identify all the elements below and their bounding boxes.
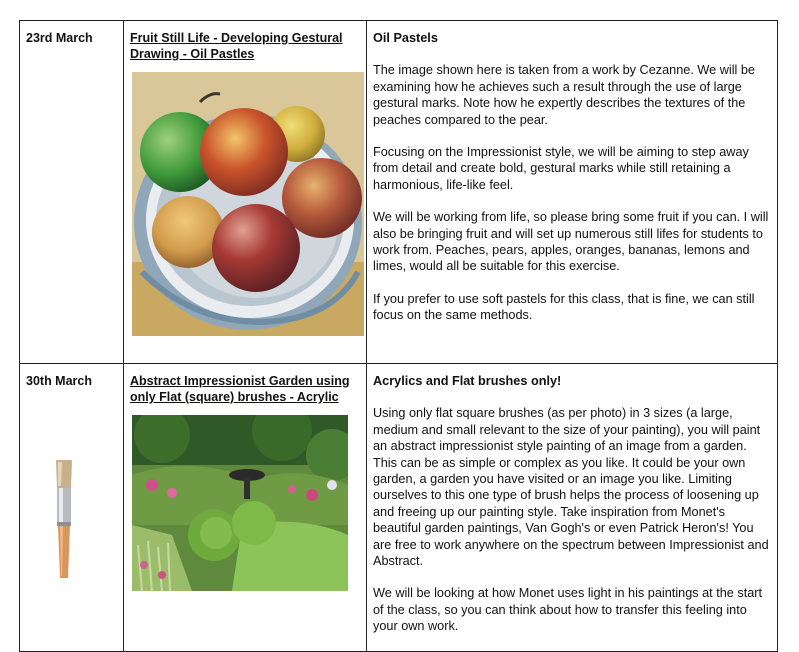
date-cell	[20, 21, 124, 364]
garden-photo	[132, 415, 348, 591]
lesson-subheading: Acrylics and Flat brushes only!	[373, 374, 562, 388]
lesson-date: 23rd March	[26, 31, 93, 45]
fruit-still-life-painting	[132, 72, 364, 336]
table-row	[20, 364, 778, 652]
description-paragraph: We will be working from life, so please bring some fruit if you can. I will also be bringing fruit and will set up numerous still lifes for students to work from. Peaches, pears, apples, oranges, bananas, lemons and limes, would all be suitable for this exercise.	[373, 210, 769, 274]
description-paragraph: We will be looking at how Monet uses light in his paintings at the start of the class, so you can think about how to transfer this feeling into your own work.	[373, 586, 763, 634]
date-cell	[20, 364, 124, 652]
lesson-date: 30th March	[26, 374, 92, 388]
title-cell	[124, 364, 367, 652]
lesson-description	[367, 364, 777, 635]
lesson-description	[367, 21, 777, 324]
flat-brush-photo	[52, 458, 76, 580]
description-paragraph: Focusing on the Impressionist style, we will be aiming to step away from detail and create bold, gestural marks while still retaining a harmonious, life-like feel.	[373, 145, 749, 192]
class-schedule-table	[19, 20, 778, 652]
table-row	[20, 21, 778, 364]
lesson-title: Fruit Still Life - Developing Gestural Drawing - Oil Pastles	[130, 31, 343, 61]
description-cell	[367, 21, 778, 364]
description-paragraph: If you prefer to use soft pastels for this class, that is fine, we can still focus on the same methods.	[373, 291, 755, 323]
lesson-title: Abstract Impressionist Garden using only Flat (square) brushes - Acrylic	[130, 374, 350, 404]
description-paragraph: Using only flat square brushes (as per photo) in 3 sizes (a large, medium and small relevant to the size of your painting), you will paint an abstract impressionist style painting of an image from a garden. This can be as simple or complex as you like. It could be your own garden, a garden you have visited or an image you like. Limiting ourselves to this one type of brush helps the process of loosening up and freeing up our painting style. Take inspiration from Monet's beautiful garden paintings, Van Gogh's or even Patrick Heron's! You are free to work anywhere on the spectrum between Impressionist and Abstract.	[373, 406, 769, 569]
lesson-subheading: Oil Pastels	[373, 31, 438, 45]
description-paragraph: The image shown here is taken from a work by Cezanne. We will be examining how he achieves such a result through the use of large gestural marks. Note how he expertly describes the textures of the peaches compared to the pear.	[373, 63, 755, 127]
title-cell	[124, 21, 367, 364]
description-cell	[367, 364, 778, 652]
